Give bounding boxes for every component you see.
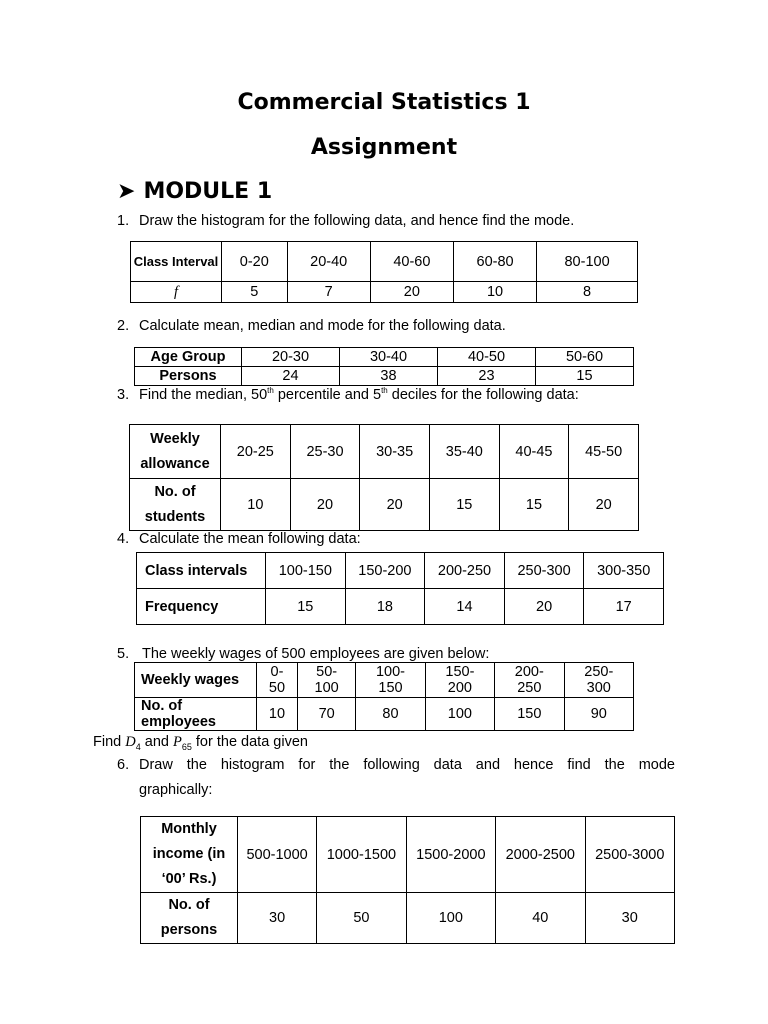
q3-val: 20 — [290, 479, 360, 531]
q6-col: 2000-2500 — [496, 817, 585, 893]
q3-head — [130, 425, 221, 479]
q5-col-top: 250- — [584, 664, 614, 680]
q4-val: 18 — [345, 589, 425, 625]
q4-col: 300-350 — [584, 553, 664, 589]
find-text: Find — [93, 734, 126, 750]
q2-col: 40-50 — [438, 348, 536, 367]
q3-row-label — [130, 479, 221, 531]
q2-col: 50-60 — [536, 348, 634, 367]
question-3 — [117, 386, 579, 404]
question-text: deciles for the following data: — [387, 387, 579, 403]
q1-col: 20-40 — [287, 242, 370, 282]
q3-col: 40-45 — [499, 425, 569, 479]
find-text: and — [140, 734, 173, 750]
q2-val: 23 — [438, 367, 536, 386]
q3-col: 25-30 — [290, 425, 360, 479]
q4-row-label: Frequency — [137, 589, 266, 625]
q4-col: 250-300 — [504, 553, 584, 589]
arrow-bullet-icon: ➤ — [117, 179, 136, 204]
q3-val: 10 — [221, 479, 291, 531]
q3-val: 20 — [569, 479, 639, 531]
q4-val: 14 — [425, 589, 505, 625]
p-subscript: 65 — [181, 741, 192, 752]
q5-col-top: 200- — [514, 664, 544, 680]
p-symbol: P — [173, 734, 182, 750]
q4-head: Class intervals — [137, 553, 266, 589]
q5-col-bot: 300 — [586, 680, 611, 696]
q6-val: 30 — [238, 893, 317, 944]
q1-head: Class Interval — [131, 242, 222, 282]
question-5 — [117, 645, 489, 663]
q5-col — [257, 663, 298, 698]
q5-val: 10 — [257, 698, 298, 731]
q3-row-label-line: No. of — [154, 483, 196, 500]
q5-head: Weekly wages — [135, 663, 257, 698]
page-title: Commercial Statistics 1 — [237, 90, 531, 115]
question-number: 3. — [117, 387, 130, 403]
q5-col-top: 150- — [445, 664, 475, 680]
q4-val: 20 — [504, 589, 584, 625]
q5-row-label-line: No. of — [141, 698, 183, 714]
q1-val: 10 — [453, 282, 536, 303]
find-text: for the data given — [191, 734, 308, 750]
q6-col: 1500-2000 — [406, 817, 495, 893]
q3-head-line: Weekly — [150, 430, 200, 447]
q2-table — [134, 347, 634, 386]
q6-col: 1000-1500 — [317, 817, 406, 893]
q5-col — [298, 663, 356, 698]
q5-col — [564, 663, 633, 698]
q5-table — [134, 662, 634, 731]
q6-col: 2500-3000 — [585, 817, 675, 893]
q4-val: 15 — [266, 589, 346, 625]
q6-val: 50 — [317, 893, 406, 944]
q5-col — [425, 663, 494, 698]
q1-row-label: f — [131, 282, 222, 303]
q1-val: 20 — [370, 282, 453, 303]
q5-col-bot: 250 — [517, 680, 542, 696]
q4-table — [136, 552, 664, 625]
q5-val: 100 — [425, 698, 494, 731]
question-2 — [117, 317, 506, 335]
q5-col-bot: 50 — [268, 680, 286, 696]
q6-head-line: income (in — [152, 846, 226, 862]
q1-col: 60-80 — [453, 242, 536, 282]
page-subtitle: Assignment — [310, 135, 458, 160]
q1-table — [130, 241, 638, 303]
q4-val: 17 — [584, 589, 664, 625]
q1-col: 80-100 — [537, 242, 638, 282]
q6-row-label — [141, 893, 238, 944]
q5-col-bot: 100 — [314, 680, 339, 696]
q4-col: 200-250 — [425, 553, 505, 589]
module-label: MODULE 1 — [143, 179, 273, 204]
q6-row-label-line: No. of — [168, 897, 210, 913]
module-heading — [117, 179, 272, 204]
q5-col-bot: 150 — [378, 680, 403, 696]
q5-row-label-line: employees — [141, 714, 216, 730]
q3-table — [129, 424, 639, 531]
superscript: th — [381, 386, 388, 396]
question-text: The weekly wages of 500 employees are given below: — [142, 646, 490, 662]
q3-val: 20 — [360, 479, 430, 531]
q6-head-line: ‘00’ Rs.) — [161, 871, 217, 887]
q2-col: 30-40 — [340, 348, 438, 367]
q2-row-label: Persons — [135, 367, 242, 386]
question-text: Calculate the mean following data: — [139, 531, 361, 547]
q2-col: 20-30 — [242, 348, 340, 367]
question-number: 2. — [117, 318, 130, 334]
q5-find-line — [93, 733, 308, 751]
question-text: Draw the histogram for the following data, and hence find the mode. — [139, 213, 575, 229]
q5-col-bot: 200 — [447, 680, 472, 696]
question-text: Find the median, 50 — [139, 387, 268, 403]
q5-val: 80 — [356, 698, 425, 731]
d-symbol: D — [125, 734, 136, 750]
q5-val: 90 — [564, 698, 633, 731]
q6-row-label-line: persons — [160, 922, 218, 938]
q5-row-label — [135, 698, 257, 731]
q5-col — [356, 663, 425, 698]
question-number: 4. — [117, 531, 130, 547]
q1-val: 7 — [287, 282, 370, 303]
question-text: percentile and 5 — [273, 387, 382, 403]
question-1 — [117, 212, 574, 230]
q6-val: 30 — [585, 893, 675, 944]
q3-col: 30-35 — [360, 425, 430, 479]
q6-head-line: Monthly — [161, 821, 217, 837]
q2-head: Age Group — [135, 348, 242, 367]
q2-val: 24 — [242, 367, 340, 386]
question-number: 6. — [117, 757, 130, 773]
q2-val: 15 — [536, 367, 634, 386]
q3-col: 20-25 — [221, 425, 291, 479]
q5-val: 150 — [495, 698, 564, 731]
q3-val: 15 — [499, 479, 569, 531]
question-4 — [117, 530, 361, 548]
superscript: th — [267, 386, 274, 396]
q1-val: 8 — [537, 282, 638, 303]
q4-col: 150-200 — [345, 553, 425, 589]
question-text: Calculate mean, median and mode for the following data. — [139, 318, 506, 334]
q2-val: 38 — [340, 367, 438, 386]
q6-val: 40 — [496, 893, 585, 944]
question-number: 5. — [117, 646, 130, 662]
q5-col — [495, 663, 564, 698]
q6-col: 500-1000 — [238, 817, 317, 893]
q6-table — [140, 816, 675, 944]
question-number: 1. — [117, 213, 130, 229]
question-text: Draw the histogram for the following data and hence find the mode — [139, 757, 675, 773]
question-6 — [117, 753, 675, 803]
q3-head-line: allowance — [140, 455, 210, 472]
q1-col: 0-20 — [222, 242, 288, 282]
question-text: graphically: — [139, 782, 213, 798]
q5-col-top: 0- — [270, 664, 284, 680]
q3-col: 45-50 — [569, 425, 639, 479]
q6-val: 100 — [406, 893, 495, 944]
q3-col: 35-40 — [429, 425, 499, 479]
q1-val: 5 — [222, 282, 288, 303]
d-subscript: 4 — [135, 741, 141, 752]
q3-val: 15 — [429, 479, 499, 531]
q5-col-top: 100- — [375, 664, 405, 680]
q5-val: 70 — [298, 698, 356, 731]
q4-col: 100-150 — [266, 553, 346, 589]
q3-row-label-line: students — [144, 508, 206, 525]
q5-col-top: 50- — [316, 664, 338, 680]
q1-col: 40-60 — [370, 242, 453, 282]
q6-head — [141, 817, 238, 893]
